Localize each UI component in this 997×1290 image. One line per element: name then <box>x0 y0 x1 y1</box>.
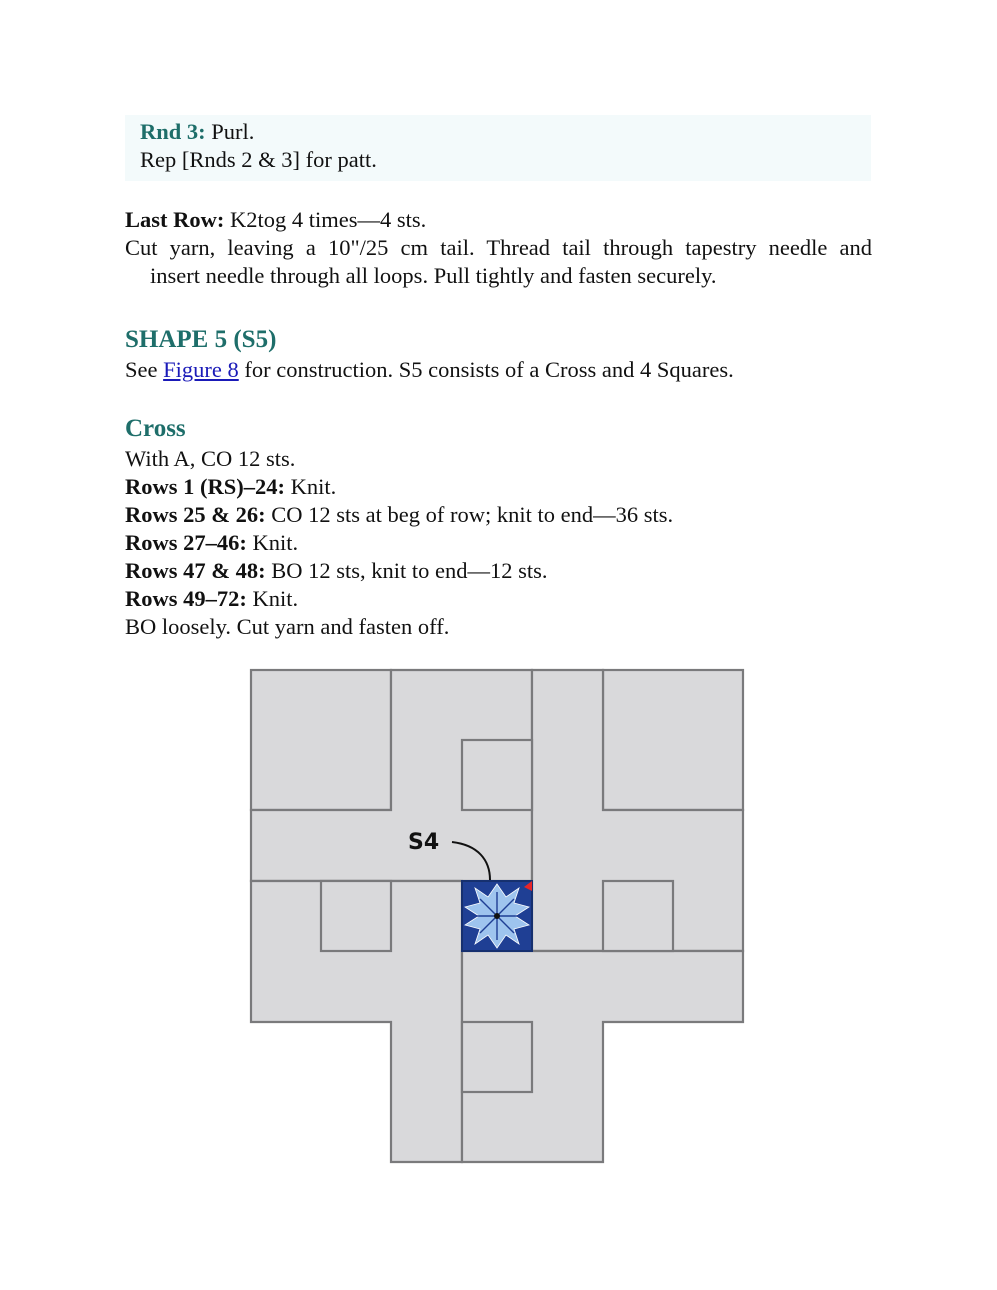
s4-square <box>462 881 532 951</box>
cut-yarn-line-1: Cut yarn, leaving a 10"/25 cm tail. Thread tail through tapestry needle and <box>125 235 872 260</box>
cross-line-label: Rows 1 (RS)–24: <box>125 474 285 499</box>
cut-yarn-line-2: insert needle through all loops. Pull tightly and fasten securely. <box>150 263 717 288</box>
inner-square-left <box>321 881 391 951</box>
cross-heading: Cross <box>125 415 186 442</box>
s4-center-dot <box>494 913 500 919</box>
inner-square-right <box>603 881 673 951</box>
shape5-heading: SHAPE 5 (S5) <box>125 326 277 353</box>
inner-square-bottom <box>462 1022 532 1092</box>
rnd3-text: Purl. <box>205 119 255 144</box>
shape5-rest-text: for construction. S5 consists of a Cross and 4 Squares. <box>238 357 734 382</box>
cross-line-text: Knit. <box>285 474 337 499</box>
cross-line-text: Knit. <box>246 530 299 555</box>
square-top-left <box>251 670 391 810</box>
last-row-text: K2tog 4 times—4 sts. <box>224 207 427 232</box>
cross-line-label: Rows 27–46: <box>125 530 247 555</box>
square-top-right <box>603 670 743 810</box>
inner-square-top <box>462 740 532 810</box>
see-text: See <box>125 357 164 382</box>
cross-line-text: BO loosely. Cut yarn and fasten off. <box>125 614 450 639</box>
s4-label: S4 <box>408 830 440 855</box>
cross-line-label: Rows 47 & 48: <box>125 558 266 583</box>
figure-8-link[interactable]: Figure 8 <box>163 357 239 382</box>
cross-line-text: CO 12 sts at beg of row; knit to end—36 sts. <box>265 502 674 527</box>
cross-line-text: BO 12 sts, knit to end—12 sts. <box>265 558 548 583</box>
last-row-label: Last Row: <box>125 207 225 232</box>
rnd3-label: Rnd 3: <box>140 119 206 144</box>
cross-line-label: Rows 49–72: <box>125 586 247 611</box>
cross-line-text: With A, CO 12 sts. <box>125 446 296 471</box>
cross-line-text: Knit. <box>246 586 299 611</box>
cross-line-label: Rows 25 & 26: <box>125 502 266 527</box>
repeat-line: Rep [Rnds 2 & 3] for patt. <box>140 147 377 172</box>
